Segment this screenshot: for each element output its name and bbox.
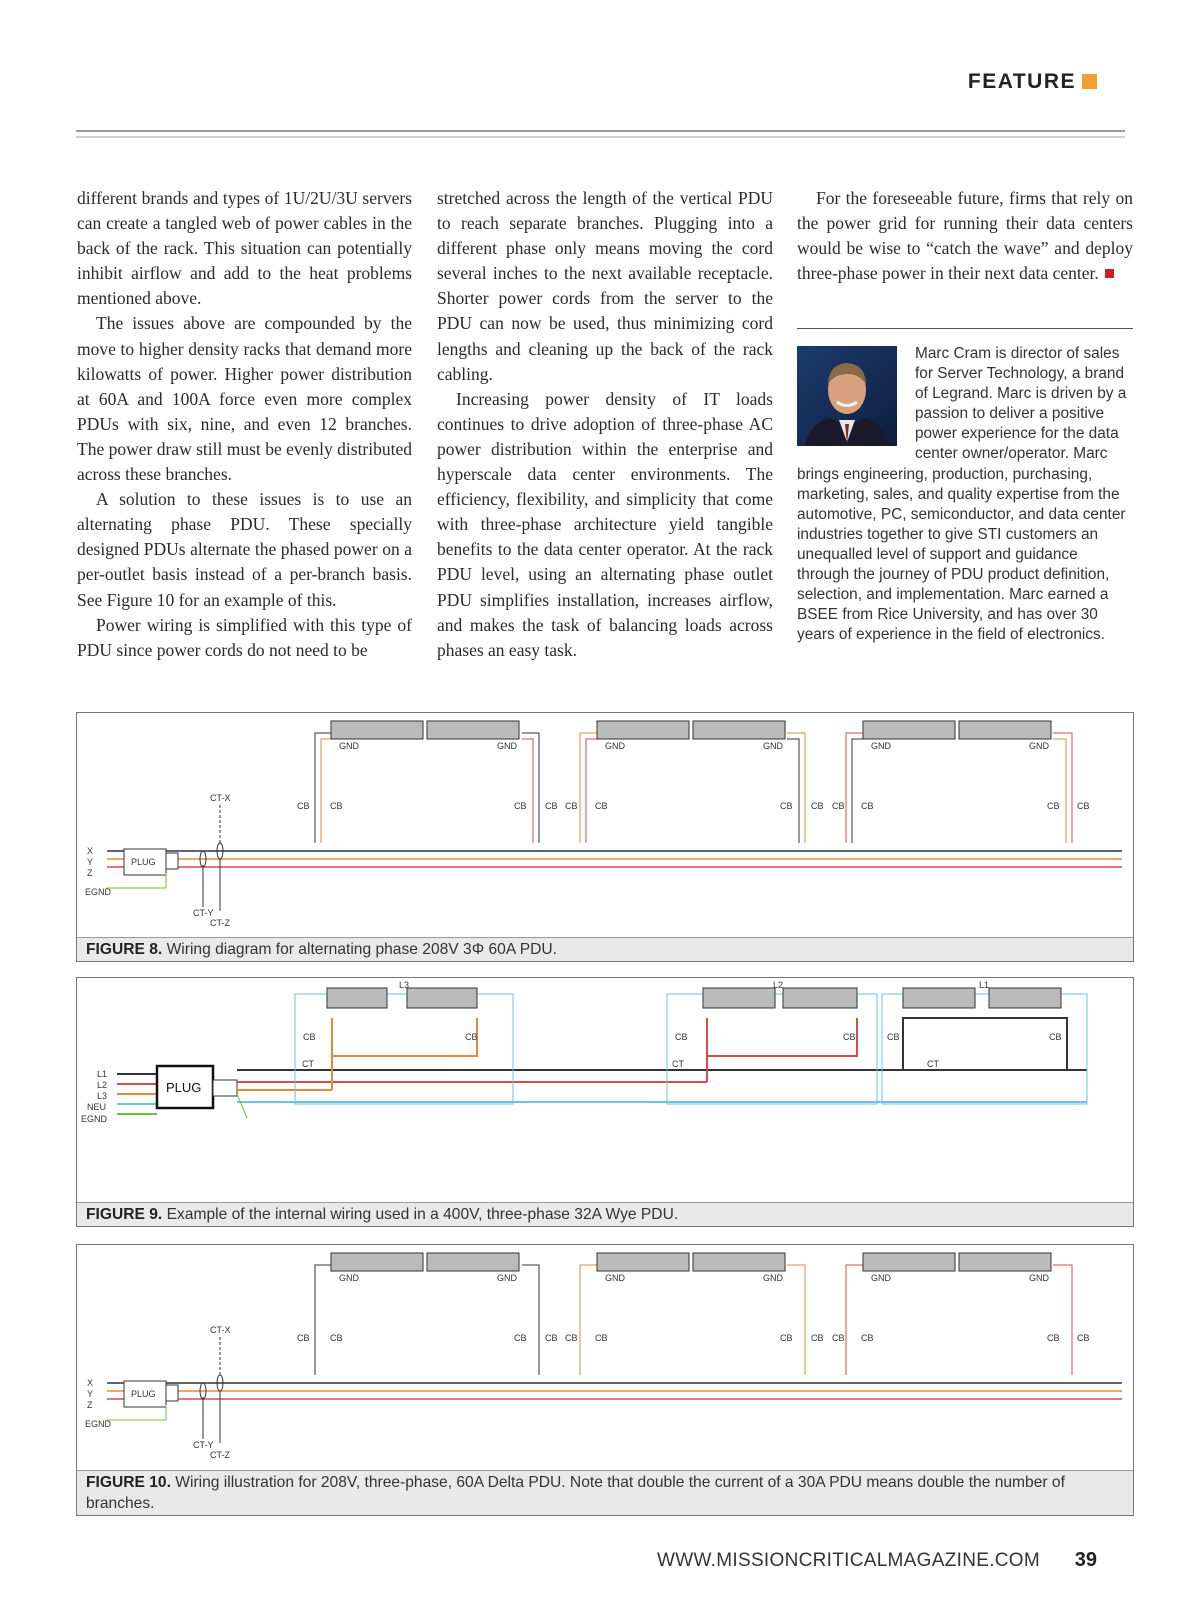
outlet-bank xyxy=(427,1253,519,1271)
egnd-label: EGND xyxy=(85,887,112,897)
paragraph: different brands and types of 1U/2U/3U servers can create a tangled web of power cables in the back of the rack. This situation can potentially inhibit airflow and add to the heat problems mentioned above. xyxy=(77,188,412,309)
egnd-label: EGND xyxy=(85,1419,112,1429)
plug-connector xyxy=(213,1080,237,1096)
author-bio xyxy=(797,344,1133,645)
cb-label: CB xyxy=(565,1333,578,1343)
ct-label: CT xyxy=(302,1059,314,1069)
plug-label: PLUG xyxy=(166,1080,202,1095)
outlet-bank xyxy=(693,721,785,739)
ct-z-label: CT-Z xyxy=(210,1450,230,1460)
line-label-neu: NEU xyxy=(87,1102,107,1112)
figure-label: FIGURE 10. xyxy=(86,1474,171,1491)
gnd-label: GND xyxy=(339,1273,359,1283)
cb-label: CB xyxy=(1047,1333,1060,1343)
cb-label: CB xyxy=(887,1032,900,1042)
outlet-bank xyxy=(331,721,423,739)
section-accent-square xyxy=(1082,74,1097,89)
paragraph: stretched across the length of the vertical PDU to reach separate branches. Plugging into a different phase only means moving the cord several inches to the next available receptacle. Shorter power cords from the server to the PDU can now be used, thus minimizing cord lengths and cleaning up the back of the rack cabling. xyxy=(437,188,773,384)
article-column-3 xyxy=(797,186,1133,286)
branch xyxy=(832,1253,1090,1375)
cb-label: CB xyxy=(1077,1333,1090,1343)
paragraph: Increasing power density of IT loads continues to drive adoption of three-phase AC power distribution within the enterprise and hyperscale data center environments. The efficiency, flexibility, and simplicity that come with three-phase architecture yield tangible benefits to the data center operator. At the rack PDU level, using an alternating phase outlet PDU simplifies installation, increases airflow, and makes the task of balancing loads across phases an easy task. xyxy=(437,388,773,660)
caption-text: Example of the internal wiring used in a 400V, three-phase 32A Wye PDU. xyxy=(166,1206,679,1223)
branch-label: L1 xyxy=(979,980,990,990)
closing-paragraph-text: For the foreseeable future, firms that rely on the power grid for running their data centers would be wise to “catch the wave” and deploy three-phase power in their next data center. xyxy=(797,188,1133,284)
page-number: 39 xyxy=(1074,1549,1097,1571)
cb-label: CB xyxy=(545,1333,558,1343)
header-rule xyxy=(76,130,1125,138)
branch-l3 xyxy=(295,980,513,1104)
input-wires xyxy=(107,851,1122,867)
outlet-bank xyxy=(989,988,1061,1008)
ct-x-label: CT-X xyxy=(210,793,231,803)
cb-label: CB xyxy=(861,801,874,811)
outlet-bank xyxy=(863,1253,955,1271)
plug-connector xyxy=(166,853,178,869)
phase-label-y: Y xyxy=(87,1389,94,1399)
branch-l2 xyxy=(667,980,877,1104)
branch-label: L3 xyxy=(399,980,410,990)
gnd-label: GND xyxy=(605,1273,625,1283)
outlet-bank xyxy=(407,988,477,1008)
plug-connector xyxy=(166,1385,178,1401)
branch xyxy=(297,721,558,843)
gnd-label: GND xyxy=(605,741,625,751)
figure-label: FIGURE 8. xyxy=(86,941,163,958)
phase-label-y: Y xyxy=(87,857,94,867)
plug-label: PLUG xyxy=(131,1389,156,1399)
bio-divider xyxy=(797,328,1133,329)
cb-label: CB xyxy=(780,801,793,811)
outlet-bank xyxy=(959,721,1051,739)
phase-label-x: X xyxy=(87,846,94,856)
cb-label: CB xyxy=(514,801,527,811)
outlet-bank xyxy=(427,721,519,739)
cb-label: CB xyxy=(832,801,845,811)
branch xyxy=(565,721,824,843)
cb-label: CB xyxy=(861,1333,874,1343)
article-column-1 xyxy=(77,186,412,663)
cb-label: CB xyxy=(595,1333,608,1343)
outlet-bank xyxy=(327,988,387,1008)
outlet-bank xyxy=(863,721,955,739)
article-column-2 xyxy=(437,186,773,663)
cb-label: CB xyxy=(780,1333,793,1343)
author-photo xyxy=(797,346,897,446)
cb-label: CB xyxy=(330,1333,343,1343)
gnd-label: GND xyxy=(871,1273,891,1283)
cb-label: CB xyxy=(545,801,558,811)
line-label-l1: L1 xyxy=(97,1069,108,1079)
plug-label: PLUG xyxy=(131,857,156,867)
ground-wire xyxy=(237,1094,247,1118)
cb-label: CB xyxy=(297,1333,310,1343)
gnd-label: GND xyxy=(763,1273,783,1283)
ct-z-label: CT-Z xyxy=(210,918,230,928)
outlet-bank xyxy=(959,1253,1051,1271)
bio-text: Marc Cram is director of sales for Server Technology, a brand of Legrand. Marc is driven by a passion to deliver a positive power experience for the data center owner/operator. Marc brings engineering, production, purchasing, marketing, sales, and quality expertise from the automotive, PC, semiconductor, and data center industries together to give STI customers an unequalled level of support and guidance through the journey of PDU product definition, selection, and implementation. Marc earned a BSEE from Rice University, and has over 30 years of experience in the field of electronics. xyxy=(797,345,1127,644)
ct-y-label: CT-Y xyxy=(193,1440,214,1450)
cb-label: CB xyxy=(1049,1032,1062,1042)
cb-label: CB xyxy=(811,1333,824,1343)
cb-label: CB xyxy=(811,801,824,811)
input-wires xyxy=(107,1383,1122,1399)
figure-8-wiring-diagram xyxy=(77,713,1133,939)
paragraph: The issues above are compounded by the move to higher density racks that demand more kilowatts of power. Higher power distribution at 60A and 100A force even more complex PDUs with six, nine, and even 12 branches. The power draw still must be evenly distributed across these branches. xyxy=(77,313,412,485)
outlet-bank xyxy=(331,1253,423,1271)
figure-10 xyxy=(76,1244,1134,1516)
outlet-bank xyxy=(903,988,975,1008)
outlet-bank xyxy=(693,1253,785,1271)
cb-label: CB xyxy=(465,1032,478,1042)
gnd-label: GND xyxy=(497,1273,517,1283)
outlet-bank xyxy=(597,1253,689,1271)
cb-label: CB xyxy=(297,801,310,811)
figure-9 xyxy=(76,977,1134,1227)
cb-label: CB xyxy=(303,1032,316,1042)
magazine-url: WWW.MISSIONCRITICALMAGAZINE.COM xyxy=(657,1550,1040,1571)
cb-label: CB xyxy=(330,801,343,811)
outlet-bank xyxy=(783,988,857,1008)
paragraph xyxy=(797,186,1133,286)
cb-label: CB xyxy=(1077,801,1090,811)
cb-label: CB xyxy=(514,1333,527,1343)
caption-text: Wiring illustration for 208V, three-phase, 60A Delta PDU. Note that double the current of a 30A PDU means double the number of branches. xyxy=(86,1474,1065,1512)
input-wires xyxy=(117,1074,157,1114)
branch xyxy=(832,721,1090,843)
ct-y-label: CT-Y xyxy=(193,908,214,918)
ct-x-label: CT-X xyxy=(210,1325,231,1335)
gnd-label: GND xyxy=(497,741,517,751)
gnd-label: GND xyxy=(1029,1273,1049,1283)
figure-10-wiring-diagram xyxy=(77,1245,1133,1471)
cb-label: CB xyxy=(1047,801,1060,811)
gnd-label: GND xyxy=(1029,741,1049,751)
section-label: FEATURE xyxy=(967,70,1076,93)
phase-label-z: Z xyxy=(87,1400,93,1410)
cb-label: CB xyxy=(832,1333,845,1343)
paragraph: A solution to these issues is to use an alternating phase PDU. These specially designed PDUs alternate the phased power on a per-outlet basis instead of a per-branch basis. See Figure 10 for an example of this. xyxy=(77,489,412,610)
line-label-l2: L2 xyxy=(97,1080,108,1090)
phase-label-z: Z xyxy=(87,868,93,878)
gnd-label: GND xyxy=(871,741,891,751)
figure-10-caption xyxy=(77,1470,1133,1515)
branch xyxy=(565,1253,824,1375)
end-of-article-mark xyxy=(1105,269,1114,278)
line-label-egnd: EGND xyxy=(81,1114,108,1124)
caption-text: Wiring diagram for alternating phase 208V 3Φ 60A PDU. xyxy=(166,941,557,958)
cb-label: CB xyxy=(595,801,608,811)
gnd-label: GND xyxy=(763,741,783,751)
outlet-bank xyxy=(597,721,689,739)
figure-8-caption xyxy=(77,937,1133,961)
phase-label-x: X xyxy=(87,1378,94,1388)
branch xyxy=(297,1253,558,1375)
figure-9-wiring-diagram xyxy=(77,978,1133,1204)
ct-label: CT xyxy=(927,1059,939,1069)
cb-label: CB xyxy=(843,1032,856,1042)
cb-label: CB xyxy=(565,801,578,811)
figure-9-caption xyxy=(77,1202,1133,1226)
figure-label: FIGURE 9. xyxy=(86,1206,163,1223)
paragraph: Power wiring is simplified with this type of PDU since power cords do not need to be xyxy=(77,614,412,660)
ct-label: CT xyxy=(672,1059,684,1069)
cb-label: CB xyxy=(675,1032,688,1042)
outlet-bank xyxy=(703,988,775,1008)
branch-l1 xyxy=(882,980,1087,1104)
branch-label: L2 xyxy=(773,980,784,990)
line-label-l3: L3 xyxy=(97,1091,108,1101)
figure-8 xyxy=(76,712,1134,962)
gnd-label: GND xyxy=(339,741,359,751)
